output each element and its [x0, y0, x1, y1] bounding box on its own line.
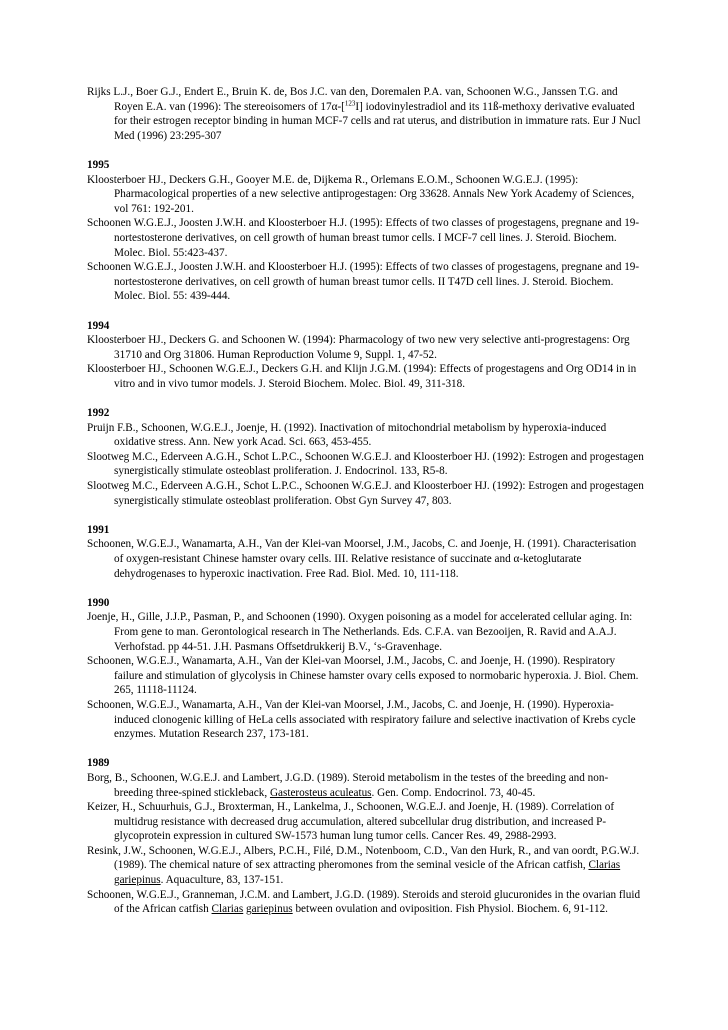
reference-text: Slootweg M.C., Ederveen A.G.H., Schot L.P.C., Schoonen W.G.E.J. and Kloosterboer HJ. (1992): Estrogen and progestagen synergistically stimulate osteoblast proliferation. J. Endocrinol. 133, R5-8. [87, 450, 644, 478]
reference-entry [87, 260, 647, 304]
reference-text: Schoonen W.G.E.J., Joosten J.W.H. and Kloosterboer H.J. (1995): Effects of two classes of progestagens, pregnane and 19-nortestosterone derivatives, on cell growth of human breast tumor cells. II T47D cell lines. J. Steroid. Biochem. Molec. Biol. 55: 439-444. [87, 261, 640, 303]
year-heading: 1992 [87, 407, 110, 420]
reference-text: Pruijn F.B., Schoonen, W.G.E.J., Joenje, H. (1992). Inactivation of mitochondrial metabolism by hyperoxia-induced oxidative stress. Ann. New york Acad. Sci. 663, 453-455. [87, 421, 607, 449]
year-section [87, 596, 647, 742]
reference-text: Schoonen W.G.E.J., Joosten J.W.H. and Kloosterboer H.J. (1995): Effects of two classes of progestagens, pregnane and 19-nortestosterone derivatives, on cell growth of human breast tumor cells. I MCF-7 cell lines. J. Steroid. Biochem. Molec. Biol. 55:423-437. [87, 217, 640, 259]
reference-text: I] iodovinylestradiol and its 11ß-methoxy derivative evaluated for their estrogen receptor binding in human MCF-7 cells and rat uterus, and distribution in immature rats. Eur J Nucl Med (1996) 23:295-307 [114, 100, 641, 142]
year-section [87, 319, 647, 392]
reference-entry [87, 844, 647, 888]
reference-text: Schoonen, W.G.E.J., Wanamarta, A.H., Van der Klei-van Moorsel, J.M., Jacobs, C. and Joenje, H. (1990). Hyperoxia-induced clonogenic killing of HeLa cells associated with respiratory failure and selective inactivation of Krebs cycle enzymes. Mutation Research 237, 173-181. [87, 698, 636, 741]
reference-text: Schoonen, W.G.E.J., Wanamarta, A.H., Van der Klei-van Moorsel, J.M., Jacobs, C. and Joenje, H. (1991). Characterisation of oxygen-resistant Chinese hamster ovary cells. III. Relative resistance of succinate and α-ketoglutarate dehydrogenases to hyperoxic inactivation. Free Rad. Biol. Med. 10, 111-118. [87, 538, 637, 580]
year-heading: 1991 [87, 523, 110, 536]
reference-text: Schoonen, W.G.E.J., Granneman, J.C.M. and Lambert, J.G.D. (1989). Steroids and steroid glucuronides in the ovarian fluid of the African catfish [87, 888, 641, 916]
reference-text: Kloosterboer HJ., Schoonen W.G.E.J., Deckers G.H. and Klijn J.G.M. (1994): Effects of progestagens and Org OD14 in in vitro and in vivo tumor models. J. Steroid Biochem. Molec. Biol. 49, 311-318. [87, 363, 637, 390]
species-name: gariepinus [114, 874, 161, 887]
reference-entry [87, 216, 647, 260]
species-name: Gasterosteus aculeatus [269, 786, 372, 799]
reference-entry [87, 800, 647, 844]
reference-entry [87, 888, 647, 917]
reference-entry [87, 173, 647, 217]
reference-text: . Aquaculture, 83, 137-151. [160, 874, 284, 887]
reference-entry [87, 771, 647, 800]
reference-text: Borg, B., Schoonen, W.G.E.J. and Lambert, J.G.D. (1989). Steroid metabolism in the testes of the breeding and non-breeding three-spined stickleback, [87, 771, 609, 799]
document-page [87, 85, 647, 931]
year-heading: 1995 [87, 158, 110, 171]
reference-entry [87, 698, 647, 742]
year-heading: 1994 [87, 319, 110, 332]
year-heading: 1990 [87, 596, 110, 609]
species-name: Clarias [588, 859, 621, 872]
reference-entry [87, 450, 647, 479]
superscript: 123 [344, 98, 356, 107]
reference-entry [87, 362, 647, 391]
reference-text: Schoonen, W.G.E.J., Wanamarta, A.H., Van der Klei-van Moorsel, J.M., Jacobs, C. and Joenje, H. (1990). Respiratory failure and stimulation of glycolysis in Chinese hamster ovary cells exposed to normobaric hyperoxia. J. Biol. Chem. 265, 11118-11124. [87, 655, 639, 697]
reference-text: . Gen. Comp. Endocrinol. 73, 40-45. [371, 786, 536, 799]
reference-entry [87, 654, 647, 698]
reference-text: Slootweg M.C., Ederveen A.G.H., Schot L.P.C., Schoonen W.G.E.J. and Kloosterboer HJ. (1992): Estrogen and progestagen synergistically stimulate osteoblast proliferation. Obst Gyn Survey 47, 803. [87, 480, 644, 507]
species-name: Clarias [211, 903, 244, 916]
reference-text: Kloosterboer HJ., Deckers G.H., Gooyer M.E. de, Dijkema R., Orlemans E.O.M., Schoonen W.G.E.J. (1995): Pharmacological properties of a new selective antiprogestagen: Org 33628. Annals New York Academy of Sciences, vol 761: 192-201. [87, 173, 635, 215]
year-section [87, 85, 647, 143]
reference-entry [87, 333, 647, 362]
reference-entry [87, 85, 647, 143]
reference-entry [87, 421, 647, 450]
reference-text: Kloosterboer HJ., Deckers G. and Schoonen W. (1994): Pharmacology of two new very selective anti-progrestagens: Org 31710 and Org 31806. Human Reproduction Volume 9, Suppl. 1, 47-52. [87, 334, 630, 361]
year-section [87, 756, 647, 917]
species-name: gariepinus [246, 903, 293, 916]
reference-text: Rijks L.J., Boer G.J., Endert E., Bruin K. de, Bos J.C. van den, Doremalen P.A. van, Schoonen W.G., Janssen T.G. and Royen E.A. van (1996): The stereoisomers of 17α-[ [87, 86, 618, 113]
year-section [87, 406, 647, 508]
reference-entry [87, 537, 647, 581]
reference-text: Joenje, H., Gille, J.J.P., Pasman, P., and Schoonen (1990). Oxygen poisoning as a model for accelerated cellular aging. In: From gene to man. Gerontological research in The Netherlands. Eds. C.F.A. van Bezooijen, R. Ravid and A.A.J. Verhofstad. pp 44-51. J.H. Pasmans Offsetdrukkerij B.V., ‘s-Gravenhage. [87, 611, 633, 653]
year-section [87, 523, 647, 581]
reference-text: Resink, J.W., Schoonen, W.G.E.J., Albers, P.C.H., Filé, D.M., Notenboom, C.D., Van den Hurk, R., and van oordt, P.G.W.J. (1989). The chemical nature of sex attracting pheromones from the seminal vesicle of the African catfish, [87, 844, 640, 872]
reference-entry [87, 479, 647, 508]
reference-entry [87, 610, 647, 654]
reference-text: Keizer, H., Schuurhuis, G.J., Broxterman, H., Lankelma, J., Schoonen, W.G.E.J. and Joenje, H. (1989). Correlation of multidrug resistance with decreased drug accumulation, altered subcellular drug distribution, and increased P-glycoprotein expression in cultured SW-1573 human lung tumor cells. Cancer Res. 49, 2988-2993. [87, 801, 615, 843]
year-section [87, 158, 647, 304]
reference-text: between ovulation and oviposition. Fish Physiol. Biochem. 6, 91-112. [292, 903, 608, 916]
year-heading: 1989 [87, 757, 110, 770]
